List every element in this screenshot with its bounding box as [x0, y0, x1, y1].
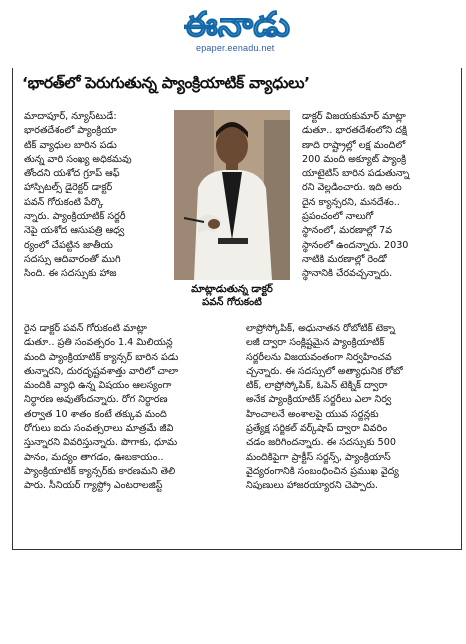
text-line: భారతదేశంలో ప్యాంక్రియా	[24, 125, 117, 137]
text-line: వైద్యరంగానికి సంబంధించిన ప్రముఖ వైద్య	[246, 465, 399, 477]
eenadu-logo	[162, 4, 312, 44]
caption-line-1: మాట్లాడుతున్న డాక్టర్	[191, 284, 273, 295]
bottom-left-column	[24, 322, 238, 494]
text-line: స్థానంలో, మరణాల్లో 7వ	[302, 225, 393, 237]
epaper-url: epaper.eenadu.net	[196, 43, 275, 53]
text-line: రోగులు ఐదు సంవత్సరాలు మాత్రమే జీవి	[24, 423, 174, 435]
text-line: టిక్ వ్యాధుల బారిన పడు	[24, 139, 117, 151]
text-line: డుతూ.. ప్రతి సంవత్సరం 1.4 మిలియన్ల	[24, 337, 173, 349]
speaker-photo	[174, 110, 290, 280]
text-line: ర్యంలో చేపట్టిన జాతీయ	[24, 239, 113, 251]
text-line: నిపుణులు హాజరయ్యారని చెప్పారు.	[246, 480, 378, 492]
text-line: న్నారు. ప్యాంక్రియాటిక్ సర్జరీ	[24, 211, 126, 223]
text-line: ప్యాంక్రియాటిక్ క్యాన్సర్‌కు కారణమని తెలి	[24, 465, 176, 477]
svg-text:ఈనాడు: ఈనాడు	[183, 5, 291, 44]
text-line: పవన్ గోరుకంటి పేర్కొ	[24, 196, 104, 208]
text-line: స్థానంలో ఉందన్నారు. 2030	[302, 239, 409, 251]
text-line: తున్నారని, దురదృష్టవశాత్తు వారిలో చాలా	[24, 365, 179, 377]
text-line: రని వెల్లడించారు. ఇది అరు	[302, 182, 402, 194]
text-line: పానం, మద్యం తాగడం, ఊబకాయం..	[24, 451, 164, 463]
text-line: లాప్రోస్కోపిక్, అధునాతన రోబోటిక్ టెక్నా	[246, 323, 395, 334]
text-line: ణాది రాష్ట్రాల్లో లక్ష మందిలో	[302, 139, 406, 151]
text-line: లజీ ద్వారా సంక్లిష్టమైన ప్యాంక్రియాటిక్	[246, 337, 385, 349]
text-line: చడం జరిగిందన్నారు. ఈ సదస్సుకు 500	[246, 437, 396, 449]
text-line: ప్రపంచంలో నాలుగో	[302, 211, 374, 223]
text-line: సదస్సు ఆదివారంతో ముగి	[24, 253, 121, 265]
text-line: చ్చన్నారు. ఈ సదస్సులో అత్యాధునిక రోబో	[246, 365, 403, 377]
text-line: మాదాపూర్, న్యూస్‌టుడే:	[24, 111, 117, 122]
text-line: సర్జరీలను విజయవంతంగా నిర్వహించవ	[246, 351, 392, 363]
text-line: తోందని యశోద గ్రూప్ ఆఫ్	[24, 168, 120, 180]
text-line: దైన క్యాన్సరని, మనదేశం..	[302, 196, 400, 208]
text-line: రైన డాక్టర్ పవన్ గోరుకంటి మాట్లా	[24, 323, 147, 334]
text-line: నాటికి మరణాల్లో రెండో	[302, 253, 387, 265]
text-line: మందికిపైగా ప్రాక్టీస్ సర్జన్స్, ప్యాంక్రియాస్	[246, 451, 391, 463]
text-line: యాటైటిస్ బారిన పడుతున్నా	[302, 168, 410, 180]
text-line: హాస్పిటల్స్ డైరెక్టర్ డాక్టర్	[24, 182, 113, 194]
text-line: స్థానానికి చేరవచ్చన్నారు.	[302, 268, 393, 280]
text-line: మందికి వ్యాధి ఉన్న విషయం ఆలస్యంగా	[24, 380, 172, 392]
text-line: ప్రత్యేక్ష సర్జికల్ వర్క్‌షాప్ ద్వారా వివరిం	[246, 423, 388, 435]
text-line: డుతూ.. భారతదేశంలోని దక్షి	[302, 125, 407, 137]
text-line: స్తున్నారని వివరిస్తున్నారు. పొగాకు, ధూమ	[24, 437, 178, 449]
caption-line-2: పవన్ గోరుకంటి	[202, 297, 262, 308]
text-line: డాక్టర్ విజయకుమార్ మాట్లా	[302, 111, 406, 122]
news-article	[2, 64, 464, 552]
text-line: 200 మంది అక్యూట్ ప్యాంక్రి	[302, 153, 407, 165]
bottom-right-column	[246, 322, 458, 494]
text-line: హించాలనే అంశాలపై యువ సర్జన్లకు	[246, 408, 379, 420]
article-headline: ‘భారత్‌లో పెరుగుతున్న ప్యాంక్రియాటిక్ వ్యాధులు’	[22, 74, 310, 92]
text-line: అనేక ప్యాంక్రియాటిక్ సర్జరీలు ఎలా నిర్వ	[246, 394, 392, 406]
left-column	[24, 110, 166, 282]
text-line: టిక్, లాప్రోస్కోపిక్, ఓపెన్ టెక్నిక్ ద్వారా	[246, 380, 388, 392]
text-line: సింది. ఈ సదస్సుకు హాజ	[24, 268, 117, 280]
text-line: మంది ప్యాంక్రియాటిక్ క్యాన్సర్ బారిన పడు	[24, 351, 179, 363]
text-line: నెపై యశోద ఆసుపత్రి ఆధ్వ	[24, 225, 125, 237]
right-column	[302, 110, 458, 282]
text-line: తున్న వారి సంఖ్య అధికమవు	[24, 153, 132, 165]
text-line: తర్వాత 10 శాతం కంటే తక్కువ మంది	[24, 408, 167, 420]
masthead	[0, 0, 466, 64]
photo-caption	[174, 283, 290, 309]
text-line: నిర్ధారణ అవుతోందన్నారు. రోగ నిర్ధారణ	[24, 394, 168, 406]
text-line: పారు. సీనియర్ గ్యాస్ట్రో ఎంటరాలజిస్ట్	[24, 480, 163, 492]
